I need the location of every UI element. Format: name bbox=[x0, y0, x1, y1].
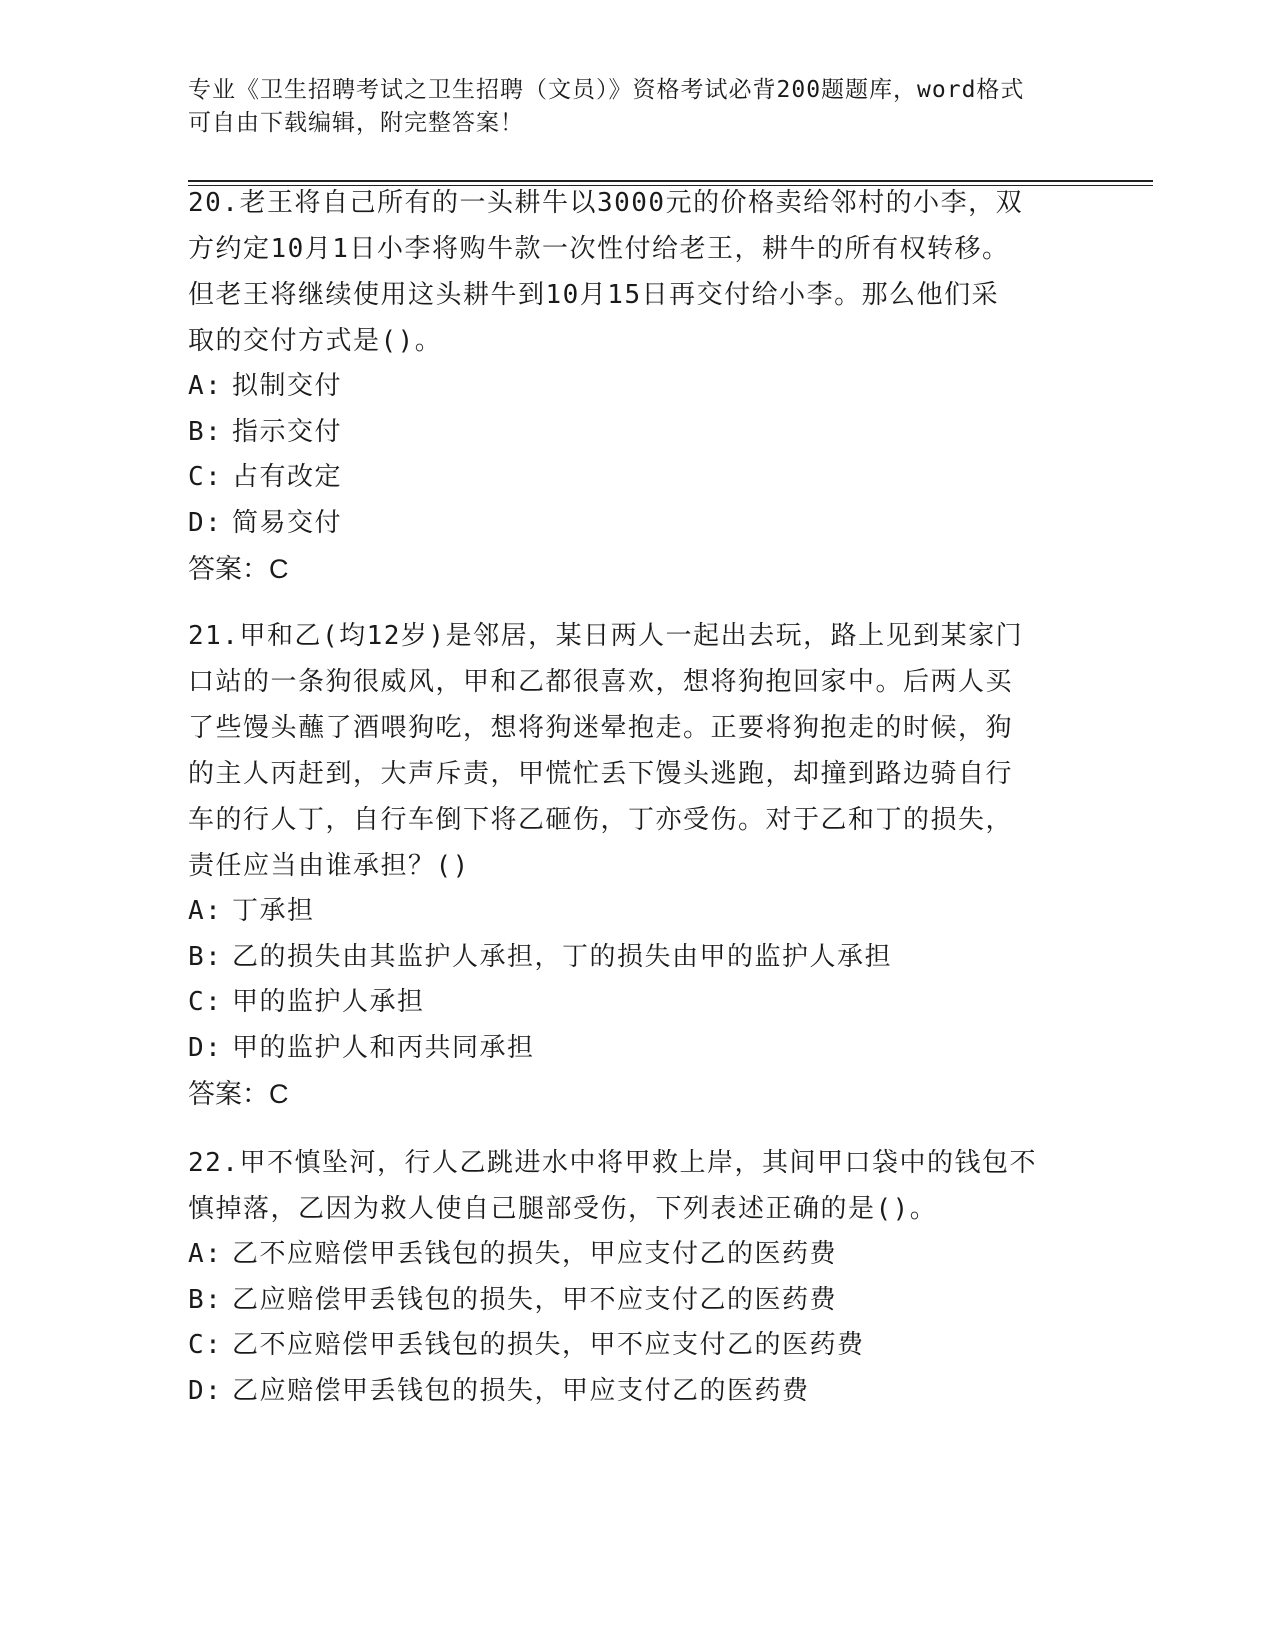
question-22 bbox=[188, 1140, 1068, 1414]
header-title-line-1: 专业《卫生招聘考试之卫生招聘（文员）》资格考试必背200题题库，word格式 bbox=[188, 77, 1025, 103]
option-key: B: bbox=[188, 416, 223, 447]
option-key: D: bbox=[188, 507, 223, 538]
option-key: D: bbox=[188, 1032, 223, 1063]
option-text: 乙不应赔偿甲丢钱包的损失，甲不应支付乙的医药费 bbox=[232, 1330, 865, 1360]
header-title-line-2: 可自由下载编辑，附完整答案！ bbox=[188, 110, 524, 136]
option-key: A: bbox=[188, 371, 223, 401]
option-text: 拟制交付 bbox=[232, 371, 343, 401]
question-stem-line: 车的行人丁，自行车倒下将乙砸伤，丁亦受伤。对于乙和丁的损失， bbox=[188, 805, 1014, 835]
question-20 bbox=[188, 180, 1068, 592]
question-stem-line: 口站的一条狗很威风，甲和乙都很喜欢，想将狗抱回家中。后两人买 bbox=[188, 667, 1014, 697]
question-stem-line: 21.甲和乙(均12岁)是邻居，某日两人一起出去玩，路上见到某家门 bbox=[188, 621, 1024, 651]
question-stem-line: 20.老王将自己所有的一头耕牛以3000元的价格卖给邻村的小李，双 bbox=[188, 188, 1024, 218]
option-key: C: bbox=[188, 462, 223, 492]
question-stem-line: 但老王将继续使用这头耕牛到10月15日再交付给小李。那么他们采 bbox=[188, 280, 1000, 310]
option-text: 乙不应赔偿甲丢钱包的损失，甲应支付乙的医药费 bbox=[232, 1239, 838, 1269]
page-header bbox=[188, 74, 1068, 140]
option-d bbox=[188, 1026, 1068, 1072]
option-a bbox=[188, 889, 1068, 935]
answer-line: 答案：C bbox=[188, 1079, 289, 1109]
option-key: C: bbox=[188, 987, 223, 1017]
option-key: A: bbox=[188, 1239, 223, 1269]
option-c bbox=[188, 980, 1068, 1026]
question-stem-line: 取的交付方式是()。 bbox=[188, 326, 443, 356]
option-b bbox=[188, 935, 1068, 981]
option-d bbox=[188, 501, 1068, 547]
option-c bbox=[188, 1323, 1068, 1369]
question-stem-line: 慎掉落，乙因为救人使自己腿部受伤，下列表述正确的是()。 bbox=[188, 1194, 938, 1224]
question-stem-line: 22.甲不慎坠河，行人乙跳进水中将甲救上岸，其间甲口袋中的钱包不 bbox=[188, 1148, 1037, 1178]
option-key: A: bbox=[188, 896, 223, 926]
option-key: B: bbox=[188, 941, 223, 972]
option-text: 乙的损失由其监护人承担，丁的损失由甲的监护人承担 bbox=[232, 941, 893, 972]
option-text: 甲的监护人承担 bbox=[232, 987, 425, 1017]
option-a bbox=[188, 1232, 1068, 1278]
option-b bbox=[188, 1278, 1068, 1324]
option-c bbox=[188, 455, 1068, 501]
question-stem-line: 了些馒头蘸了酒喂狗吃，想将狗迷晕抱走。正要将狗抱走的时候，狗 bbox=[188, 713, 1014, 743]
option-text: 乙应赔偿甲丢钱包的损失，甲不应支付乙的医药费 bbox=[232, 1284, 838, 1315]
option-key: C: bbox=[188, 1330, 223, 1360]
option-key: D: bbox=[188, 1375, 223, 1406]
question-stem-line: 责任应当由谁承担？() bbox=[188, 851, 470, 881]
option-text: 甲的监护人和丙共同承担 bbox=[232, 1032, 535, 1063]
option-d bbox=[188, 1369, 1068, 1415]
option-text: 丁承担 bbox=[232, 896, 315, 926]
option-text: 占有改定 bbox=[232, 462, 343, 492]
option-text: 简易交付 bbox=[232, 507, 343, 538]
option-a bbox=[188, 364, 1068, 410]
option-text: 乙应赔偿甲丢钱包的损失，甲应支付乙的医药费 bbox=[232, 1375, 810, 1406]
question-stem-line: 方约定10月1日小李将购牛款一次性付给老王，耕牛的所有权转移。 bbox=[188, 234, 1010, 264]
option-key: B: bbox=[188, 1284, 223, 1315]
option-b bbox=[188, 410, 1068, 456]
question-21 bbox=[188, 613, 1068, 1117]
question-stem-line: 的主人丙赶到，大声斥责，甲慌忙丢下馒头逃跑，却撞到路边骑自行 bbox=[188, 759, 1014, 789]
answer-line: 答案：C bbox=[188, 554, 289, 584]
option-text: 指示交付 bbox=[232, 416, 343, 447]
